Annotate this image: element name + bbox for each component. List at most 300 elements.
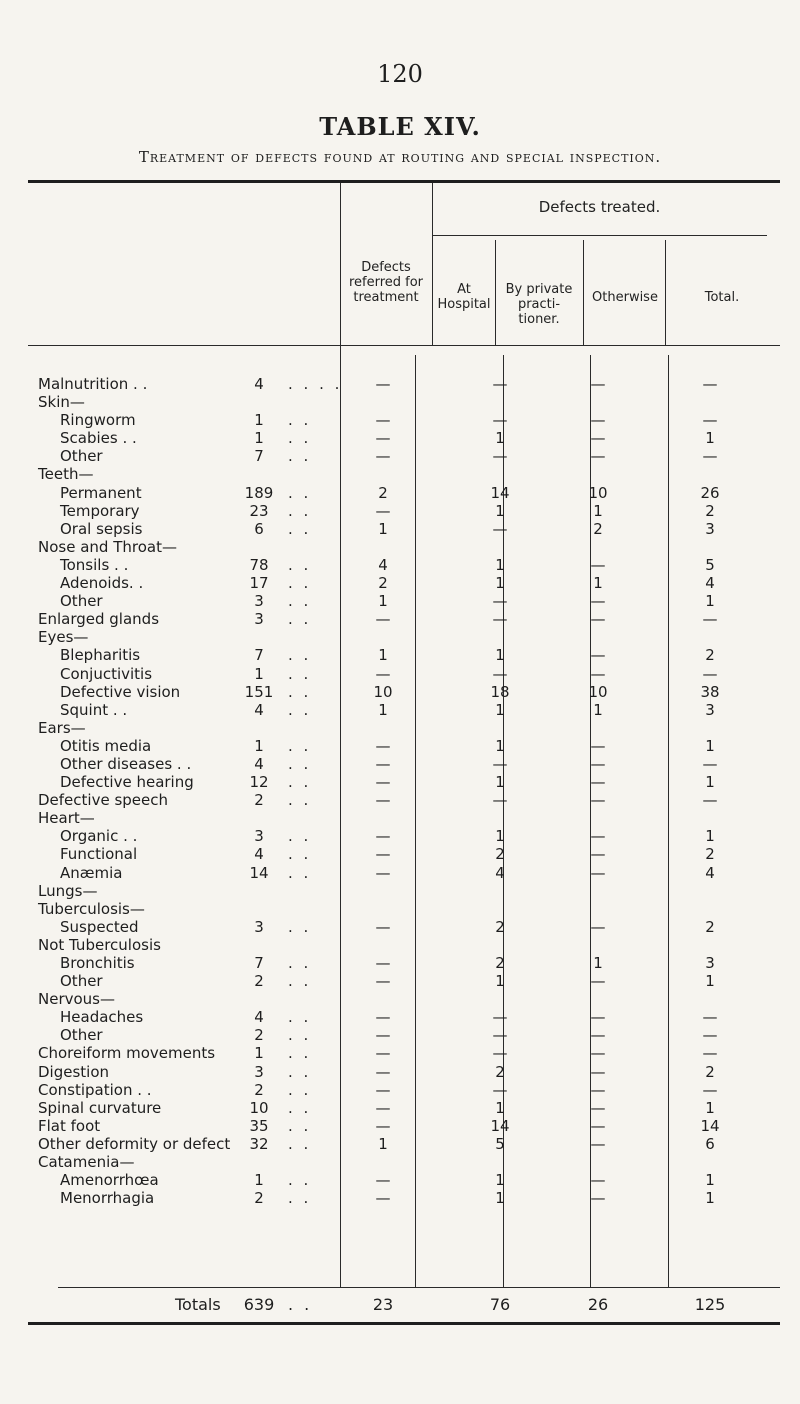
cell-referred: 7 <box>254 646 264 665</box>
cell-hospital: — <box>375 1098 391 1117</box>
cell-otherwise: — <box>590 1134 606 1153</box>
row-leader-dots: . . <box>288 447 312 466</box>
cell-total: 2 <box>705 917 715 936</box>
cell-referred: 1 <box>254 429 264 448</box>
header-defects-referred: Defects referred for treatment <box>348 260 424 305</box>
cell-referred: 14 <box>249 863 269 882</box>
cell-otherwise: — <box>590 827 606 846</box>
cell-private: 2 <box>495 917 505 936</box>
table-row <box>0 1117 800 1135</box>
cell-total: 1 <box>705 1171 715 1190</box>
table-row <box>0 827 800 845</box>
cell-hospital: 1 <box>378 592 388 611</box>
cell-otherwise: — <box>590 972 606 991</box>
cell-referred: 12 <box>249 773 269 792</box>
row-label: Adenoids. . <box>60 574 144 593</box>
row-leader-dots: . . <box>288 1189 312 1208</box>
cell-private: 1 <box>495 555 505 574</box>
cell-hospital: 1 <box>378 1134 388 1153</box>
table-row <box>0 447 800 465</box>
cell-hospital: 1 <box>378 646 388 665</box>
cell-hospital: — <box>375 863 391 882</box>
row-label: Spinal curvature <box>38 1098 162 1117</box>
cell-private: 14 <box>490 483 510 502</box>
row-label: Ears— <box>38 718 86 737</box>
cell-private: 2 <box>495 954 505 972</box>
cell-otherwise: — <box>590 429 606 448</box>
cell-hospital: 10 <box>373 682 393 701</box>
row-label: Heart— <box>38 809 95 828</box>
total-hospital: 23 <box>372 1295 394 1314</box>
cell-total: 2 <box>705 845 715 864</box>
table-row <box>0 701 800 719</box>
cell-total: 14 <box>700 1116 720 1135</box>
cell-otherwise: — <box>590 1189 606 1208</box>
cell-referred: 10 <box>249 1098 269 1117</box>
cell-total: — <box>702 754 718 773</box>
cell-total: — <box>702 447 718 466</box>
cell-private: 5 <box>495 1134 505 1153</box>
totals-dots: . . <box>288 1295 313 1314</box>
cell-hospital: — <box>375 610 391 629</box>
cell-hospital: — <box>375 1171 391 1190</box>
cell-referred: 3 <box>254 610 264 629</box>
cell-referred: 3 <box>254 827 264 846</box>
row-leader-dots: . . <box>288 1008 312 1027</box>
row-label: Lungs— <box>38 881 98 900</box>
header-total: Total. <box>704 290 740 305</box>
cell-hospital: — <box>375 754 391 773</box>
table-row <box>0 990 800 1008</box>
cell-referred: 78 <box>249 555 269 574</box>
cell-otherwise: — <box>590 447 606 466</box>
row-label: Constipation . . <box>38 1080 152 1099</box>
cell-private: — <box>492 1008 508 1027</box>
row-leader-dots: . . <box>288 682 312 701</box>
table-row <box>0 1008 800 1026</box>
cell-hospital: — <box>375 917 391 936</box>
row-leader-dots: . . <box>288 1098 312 1117</box>
cell-referred: 3 <box>254 917 264 936</box>
row-label: Not Tuberculosis <box>38 935 161 954</box>
totals-top-rule <box>58 1287 780 1288</box>
cell-total: 3 <box>705 700 715 719</box>
cell-private: 1 <box>495 1098 505 1117</box>
row-leader-dots: . . <box>288 501 312 520</box>
header-otherwise: Otherwise <box>592 290 658 305</box>
cell-total: — <box>702 1026 718 1045</box>
row-leader-dots: . . <box>288 483 312 502</box>
table-row <box>0 375 800 393</box>
cell-private: — <box>492 375 508 393</box>
table-row <box>0 393 800 411</box>
row-label: Other <box>60 972 103 991</box>
cell-otherwise: — <box>590 664 606 683</box>
table-row <box>0 864 800 882</box>
row-label: Otitis media <box>60 736 152 755</box>
row-leader-dots: . . <box>288 1080 312 1099</box>
cell-otherwise: — <box>590 592 606 611</box>
row-label: Other deformity or defect <box>38 1134 231 1153</box>
cell-hospital: — <box>375 845 391 864</box>
row-label: Other diseases . . <box>60 754 192 773</box>
row-leader-dots: . . <box>288 1116 312 1135</box>
cell-private: 1 <box>495 1171 505 1190</box>
row-label: Functional <box>60 845 138 864</box>
cell-otherwise: — <box>590 845 606 864</box>
table-row <box>0 538 800 556</box>
cell-otherwise: — <box>590 754 606 773</box>
table-row <box>0 628 800 646</box>
row-label: Conjuctivitis <box>60 664 153 683</box>
cell-otherwise: — <box>590 375 606 393</box>
cell-referred: 3 <box>254 592 264 611</box>
row-leader-dots: . . <box>288 954 312 972</box>
row-label: Headaches <box>60 1008 144 1027</box>
row-leader-dots: . . <box>288 845 312 864</box>
table-row <box>0 646 800 664</box>
row-leader-dots: . . <box>288 1171 312 1190</box>
cell-total: 1 <box>705 1189 715 1208</box>
row-leader-dots: . . <box>288 411 312 430</box>
cell-total: 3 <box>705 954 715 972</box>
cell-referred: 7 <box>254 954 264 972</box>
row-leader-dots: . . <box>288 827 312 846</box>
cell-otherwise: — <box>590 1171 606 1190</box>
row-leader-dots: . . <box>288 574 312 593</box>
cell-total: — <box>702 411 718 430</box>
cell-private: 1 <box>495 972 505 991</box>
table-row <box>0 1026 800 1044</box>
table-row <box>0 900 800 918</box>
cell-total: — <box>702 1080 718 1099</box>
cell-otherwise: 1 <box>593 954 603 972</box>
table-row <box>0 791 800 809</box>
cell-referred: 17 <box>249 574 269 593</box>
table-row <box>0 665 800 683</box>
row-label: Other <box>60 1026 103 1045</box>
cell-referred: 1 <box>254 1044 264 1063</box>
cell-referred: 3 <box>254 1062 264 1081</box>
cell-hospital: — <box>375 429 391 448</box>
cell-private: — <box>492 447 508 466</box>
cell-private: 4 <box>495 863 505 882</box>
cell-referred: 189 <box>244 483 274 502</box>
header-private-practitioner: By private practi- tioner. <box>505 282 573 327</box>
table-row <box>0 809 800 827</box>
row-leader-dots: . . <box>288 1044 312 1063</box>
cell-otherwise: — <box>590 555 606 574</box>
table-row <box>0 773 800 791</box>
cell-total: 5 <box>705 555 715 574</box>
cell-private: — <box>492 1026 508 1045</box>
cell-private: — <box>492 411 508 430</box>
table-row <box>0 556 800 574</box>
row-label: Defective hearing <box>60 773 194 792</box>
cell-private: 1 <box>495 574 505 593</box>
cell-referred: 1 <box>254 664 264 683</box>
row-leader-dots: . . <box>288 664 312 683</box>
table-row <box>0 592 800 610</box>
cell-private: 1 <box>495 501 505 520</box>
row-label: Nose and Throat— <box>38 537 177 556</box>
cell-hospital: — <box>375 1026 391 1045</box>
cell-total: — <box>702 375 718 393</box>
cell-hospital: — <box>375 791 391 810</box>
table-row <box>0 610 800 628</box>
cell-referred: 7 <box>254 447 264 466</box>
row-label: Blepharitis <box>60 646 141 665</box>
cell-total: — <box>702 1008 718 1027</box>
cell-private: — <box>492 1044 508 1063</box>
cell-referred: 151 <box>244 682 274 701</box>
row-label: Flat foot <box>38 1116 101 1135</box>
row-leader-dots: . . <box>288 917 312 936</box>
total-referred: 639 <box>243 1295 275 1314</box>
row-leader-dots: . . <box>288 592 312 611</box>
cell-private: — <box>492 1080 508 1099</box>
row-label: Ringworm <box>60 411 136 430</box>
table-row <box>0 1135 800 1153</box>
cell-hospital: 4 <box>378 555 388 574</box>
cell-referred: 23 <box>249 501 269 520</box>
cell-hospital: — <box>375 1189 391 1208</box>
row-label: Oral sepsis <box>60 519 143 538</box>
row-label: Catamenia— <box>38 1153 135 1172</box>
cell-otherwise: — <box>590 610 606 629</box>
row-label: Defective speech <box>38 791 169 810</box>
row-leader-dots: . . <box>288 863 312 882</box>
cell-referred: 2 <box>254 1080 264 1099</box>
cell-otherwise: — <box>590 773 606 792</box>
cell-otherwise: 1 <box>593 574 603 593</box>
cell-otherwise: 1 <box>593 501 603 520</box>
cell-private: 2 <box>495 845 505 864</box>
table-row <box>0 520 800 538</box>
cell-otherwise: — <box>590 1098 606 1117</box>
total-private: 76 <box>489 1295 511 1314</box>
cell-referred: 1 <box>254 736 264 755</box>
cell-referred: 35 <box>249 1116 269 1135</box>
cell-total: — <box>702 1044 718 1063</box>
cell-referred: 1 <box>254 411 264 430</box>
cell-total: — <box>702 791 718 810</box>
row-label: Tonsils . . <box>60 555 129 574</box>
cell-referred: 1 <box>254 1171 264 1190</box>
cell-total: 1 <box>705 429 715 448</box>
table-row <box>0 918 800 936</box>
cell-hospital: — <box>375 972 391 991</box>
cell-referred: 6 <box>254 519 264 538</box>
row-label: Squint . . <box>60 700 128 719</box>
table-row <box>0 429 800 447</box>
cell-hospital: — <box>375 501 391 520</box>
top-rule <box>28 180 780 183</box>
cell-total: 1 <box>705 972 715 991</box>
row-leader-dots: . . <box>288 555 312 574</box>
table-row <box>0 737 800 755</box>
table-body <box>0 375 800 1207</box>
cell-otherwise: — <box>590 917 606 936</box>
cell-referred: 2 <box>254 791 264 810</box>
cell-private: 1 <box>495 700 505 719</box>
table-row <box>0 465 800 483</box>
cell-total: 1 <box>705 773 715 792</box>
row-label: Amenorrhœa <box>60 1171 159 1190</box>
cell-total: 2 <box>705 501 715 520</box>
header-at-hospital: At Hospital <box>437 282 491 312</box>
table-row <box>0 845 800 863</box>
cell-private: 1 <box>495 429 505 448</box>
cell-total: 1 <box>705 1098 715 1117</box>
row-label: Suspected <box>60 917 139 936</box>
cell-otherwise: — <box>590 1080 606 1099</box>
cell-total: 4 <box>705 863 715 882</box>
table-title: TABLE XIV. <box>319 112 481 141</box>
cell-referred: 4 <box>254 700 264 719</box>
table-row <box>0 1063 800 1081</box>
row-label: Choreiform movements <box>38 1044 216 1063</box>
row-label: Malnutrition . . <box>38 375 148 393</box>
total-total: 125 <box>694 1295 726 1314</box>
row-leader-dots: . . <box>288 610 312 629</box>
cell-private: — <box>492 592 508 611</box>
row-label: Eyes— <box>38 628 89 647</box>
cell-total: 38 <box>700 682 720 701</box>
table-row <box>0 484 800 502</box>
table-row <box>0 882 800 900</box>
header-bottom-rule <box>28 345 780 346</box>
cell-total: 26 <box>700 483 720 502</box>
row-label: Permanent <box>60 483 142 502</box>
cell-hospital: 1 <box>378 700 388 719</box>
cell-private: 2 <box>495 1062 505 1081</box>
cell-hospital: — <box>375 736 391 755</box>
cell-total: 4 <box>705 574 715 593</box>
cell-otherwise: 10 <box>588 483 608 502</box>
table-row <box>0 1044 800 1062</box>
table-row <box>0 683 800 701</box>
cell-total: 2 <box>705 646 715 665</box>
table-row <box>0 574 800 592</box>
row-leader-dots: . . <box>288 773 312 792</box>
cell-hospital: — <box>375 773 391 792</box>
column-divider-hospital <box>495 240 496 345</box>
row-leader-dots: . . <box>288 646 312 665</box>
cell-hospital: — <box>375 447 391 466</box>
row-leader-dots: . . <box>288 1062 312 1081</box>
header-defects-treated: Defects treated. <box>538 198 661 216</box>
cell-private: — <box>492 610 508 629</box>
table-row <box>0 1099 800 1117</box>
row-label: Other <box>60 447 103 466</box>
row-label: Tuberculosis— <box>38 899 145 918</box>
cell-referred: 4 <box>254 754 264 773</box>
column-divider-otherwise <box>665 240 666 345</box>
table-row <box>0 719 800 737</box>
row-leader-dots: . . <box>288 700 312 719</box>
cell-total: 1 <box>705 736 715 755</box>
table-row <box>0 411 800 429</box>
cell-otherwise: — <box>590 411 606 430</box>
table-row <box>0 1189 800 1207</box>
cell-referred: 2 <box>254 1189 264 1208</box>
cell-private: — <box>492 791 508 810</box>
cell-hospital: 2 <box>378 574 388 593</box>
cell-otherwise: — <box>590 1044 606 1063</box>
cell-referred: 2 <box>254 1026 264 1045</box>
row-label: Organic . . <box>60 827 138 846</box>
cell-total: — <box>702 664 718 683</box>
row-label: Defective vision <box>60 682 181 701</box>
cell-otherwise: — <box>590 1062 606 1081</box>
cell-hospital: 1 <box>378 519 388 538</box>
totals-label: Totals <box>175 1295 221 1314</box>
cell-otherwise: 2 <box>593 519 603 538</box>
cell-private: — <box>492 519 508 538</box>
row-label: Enlarged glands <box>38 610 160 629</box>
cell-referred: 4 <box>254 845 264 864</box>
row-leader-dots: . . <box>288 1026 312 1045</box>
cell-total: 6 <box>705 1134 715 1153</box>
cell-private: 1 <box>495 1189 505 1208</box>
cell-otherwise: — <box>590 791 606 810</box>
row-label: Anæmia <box>60 863 123 882</box>
cell-otherwise: — <box>590 863 606 882</box>
cell-hospital: — <box>375 375 391 393</box>
cell-hospital: — <box>375 1008 391 1027</box>
total-otherwise: 26 <box>587 1295 609 1314</box>
row-leader-dots: . . <box>288 754 312 773</box>
row-leader-dots: . . <box>288 736 312 755</box>
cell-referred: 2 <box>254 972 264 991</box>
cell-otherwise: — <box>590 1026 606 1045</box>
table-row <box>0 1153 800 1171</box>
bottom-rule <box>28 1322 780 1325</box>
row-leader-dots: . . <box>288 1134 312 1153</box>
cell-hospital: — <box>375 1062 391 1081</box>
row-leader-dots: . . <box>288 972 312 991</box>
cell-hospital: 2 <box>378 483 388 502</box>
group-rule <box>432 235 767 236</box>
row-label: Nervous— <box>38 990 115 1009</box>
cell-hospital: — <box>375 664 391 683</box>
totals-row <box>0 1290 800 1320</box>
row-label: Skin— <box>38 393 85 412</box>
column-divider-private <box>583 240 584 345</box>
cell-private: 14 <box>490 1116 510 1135</box>
row-leader-dots: . . <box>288 519 312 538</box>
cell-otherwise: — <box>590 646 606 665</box>
cell-hospital: — <box>375 827 391 846</box>
cell-private: 18 <box>490 682 510 701</box>
cell-otherwise: 10 <box>588 682 608 701</box>
row-label: Scabies . . <box>60 429 137 448</box>
cell-otherwise: — <box>590 1116 606 1135</box>
row-label: Other <box>60 592 103 611</box>
cell-hospital: — <box>375 954 391 972</box>
row-leader-dots: . . <box>288 791 312 810</box>
table-row <box>0 972 800 990</box>
table-row <box>0 1171 800 1189</box>
cell-hospital: — <box>375 1080 391 1099</box>
cell-private: 1 <box>495 773 505 792</box>
cell-private: 1 <box>495 827 505 846</box>
page-number: 120 <box>377 60 423 88</box>
cell-private: — <box>492 754 508 773</box>
cell-referred: 4 <box>254 1008 264 1027</box>
cell-hospital: — <box>375 1116 391 1135</box>
